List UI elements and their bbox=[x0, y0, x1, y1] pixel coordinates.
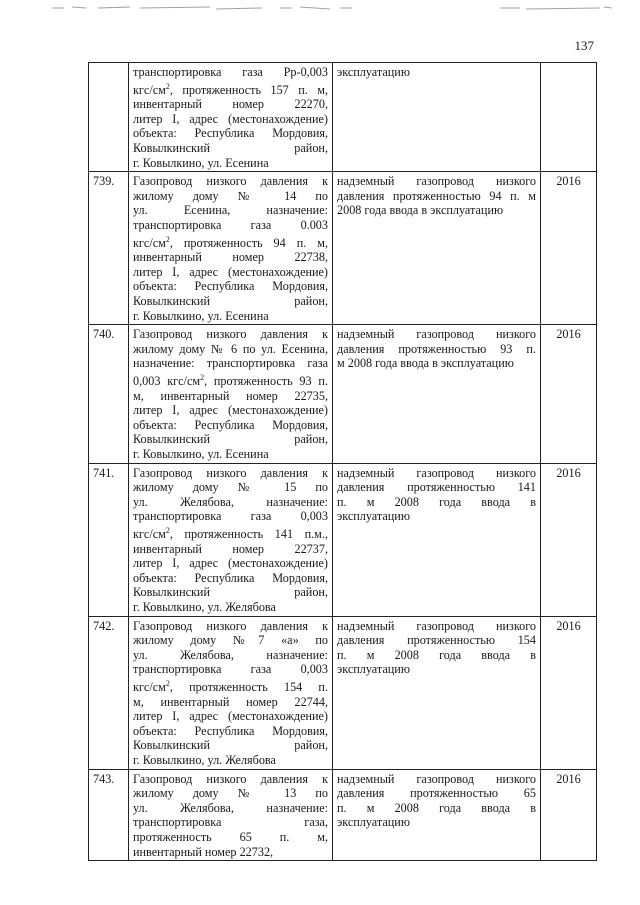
object-name-line: г. Ковылкино, ул. Есенина bbox=[133, 447, 269, 462]
object-name-line: протяженность 65 п. м, bbox=[133, 830, 328, 844]
object-description-line: надземный газопровод низкого bbox=[337, 327, 536, 342]
object-name-line: Ковылкинский район, bbox=[133, 585, 328, 600]
object-name-line: жилому дому № 15 по bbox=[133, 480, 328, 495]
table-row bbox=[89, 63, 597, 172]
object-description-line: м 2008 года ввода в эксплуатацию bbox=[337, 356, 514, 371]
page-number: 137 bbox=[574, 38, 594, 53]
year: 2016 bbox=[541, 463, 597, 616]
object-name-line: г. Ковылкино, ул. Есенина bbox=[133, 308, 269, 323]
object-name-line: литер I, адрес (местонахождение) bbox=[133, 264, 328, 279]
object-name-line: ул. Есенина, назначение: bbox=[133, 203, 328, 218]
object-name-line: литер I, адрес (местонахождение) bbox=[133, 556, 328, 571]
row-number: 739. bbox=[89, 172, 129, 325]
object-name bbox=[129, 769, 333, 861]
object-name-line: кгс/$см^2$, протяженность 157 п. м, bbox=[133, 81, 328, 97]
object-name-line: Газопровод низкого давления к bbox=[133, 327, 328, 342]
table-row bbox=[89, 463, 597, 616]
object-name-line: Газопровод низкого давления к bbox=[133, 174, 328, 189]
object-name-line: транспортировка газа 0,003 bbox=[133, 662, 328, 677]
object-description-line: надземный газопровод низкого bbox=[337, 618, 536, 633]
object-name-line: 0,003 кгс/$см^2$, протяженность 93 п. bbox=[133, 373, 328, 389]
object-name-line: Ковылкинский район, bbox=[133, 432, 328, 447]
object-description-line: 2008 года ввода в эксплуатацию bbox=[337, 203, 504, 218]
year: 2016 bbox=[541, 769, 597, 861]
object-name-line: объекта: Республика Мордовия, bbox=[133, 723, 328, 738]
object-description-line: п. м 2008 года ввода в bbox=[337, 647, 536, 662]
object-name-line: жилому дому № 14 по bbox=[133, 188, 328, 203]
object-name-line: инвентарный номер 22737, bbox=[133, 541, 328, 556]
asset-table-body bbox=[89, 63, 597, 861]
object-description bbox=[333, 172, 541, 325]
object-name-line: объекта: Республика Мордовия, bbox=[133, 279, 328, 294]
object-description bbox=[333, 463, 541, 616]
object-description bbox=[333, 769, 541, 861]
table-row bbox=[89, 616, 597, 769]
row-number bbox=[89, 63, 129, 172]
year bbox=[541, 63, 597, 172]
table-row bbox=[89, 172, 597, 325]
object-name-line: объекта: Республика Мордовия, bbox=[133, 126, 328, 141]
object-name-line: Газопровод низкого давления к bbox=[133, 618, 328, 633]
object-name-line: ул. Желябова, назначение: bbox=[133, 647, 328, 662]
object-name-line: литер I, адрес (местонахождение) bbox=[133, 111, 328, 126]
object-name bbox=[129, 616, 333, 769]
object-name-line: жилому дому № 6 по ул. Есенина, bbox=[133, 341, 328, 356]
object-description-line: надземный газопровод низкого bbox=[337, 771, 536, 786]
object-name-line: кгс/$см^2$, протяженность 141 п.м., bbox=[133, 526, 328, 542]
object-name bbox=[129, 172, 333, 325]
object-name-line: м, инвентарный номер 22735, bbox=[133, 388, 328, 403]
object-name-line: инвентарный номер 22738, bbox=[133, 250, 328, 265]
table-row bbox=[89, 325, 597, 463]
object-name-line: инвентарный номер 22270, bbox=[133, 97, 328, 112]
object-name bbox=[129, 463, 333, 616]
object-name-line: транспортировка газа 0.003 bbox=[133, 218, 328, 232]
object-name-line: Газопровод низкого давления к bbox=[133, 465, 328, 480]
object-name-line: транспортировка газа, bbox=[133, 815, 328, 830]
row-number: 743. bbox=[89, 769, 129, 861]
object-description-line: давления протяженностью 154 bbox=[337, 633, 536, 648]
object-name-line: жилому дому № 13 по bbox=[133, 786, 328, 801]
object-description-line: эксплуатацию bbox=[337, 815, 410, 830]
object-name-line: объекта: Республика Мордовия, bbox=[133, 417, 328, 432]
object-description-line: надземный газопровод низкого bbox=[337, 174, 536, 189]
object-name-line: жилому дому №7 «а» по bbox=[133, 633, 328, 648]
year: 2016 bbox=[541, 616, 597, 769]
object-name-line: Ковылкинский район, bbox=[133, 141, 328, 156]
object-name-line: инвентарный номер 22732, bbox=[133, 844, 274, 859]
object-description bbox=[333, 325, 541, 463]
object-name-line: литер I, адрес (местонахождение) bbox=[133, 709, 328, 724]
row-number: 740. bbox=[89, 325, 129, 463]
object-description-line: давления протяженностью 141 bbox=[337, 480, 536, 495]
object-description-line: давления протяженностью 93 п. bbox=[337, 341, 536, 356]
object-name-line: ул. Желябова, назначение: bbox=[133, 800, 328, 815]
object-name-line: Ковылкинский район, bbox=[133, 738, 328, 753]
table-row bbox=[89, 769, 597, 861]
object-name-line: кгс/$см^2$, протяженность 154 п. bbox=[133, 679, 328, 695]
object-name-line: объекта: Республика Мордовия, bbox=[133, 570, 328, 585]
object-name bbox=[129, 63, 333, 172]
row-number: 741. bbox=[89, 463, 129, 616]
object-description-line: эксплуатацию bbox=[337, 65, 410, 79]
object-description-line: давления протяженностью 94 п. м bbox=[337, 188, 536, 203]
object-description-line: эксплуатацию bbox=[337, 662, 410, 677]
object-name-line: г. Ковылкино, ул. Есенина bbox=[133, 155, 269, 170]
object-name-line: Газопровод низкого давления к bbox=[133, 771, 328, 786]
object-name-line: литер I, адрес (местонахождение) bbox=[133, 403, 328, 418]
object-name-line: Ковылкинский район, bbox=[133, 294, 328, 309]
object-name-line: ул. Желябова, назначение: bbox=[133, 494, 328, 509]
object-name-line: транспортировка газа Рр-0,003 bbox=[133, 65, 328, 79]
object-name-line: транспортировка газа 0,003 bbox=[133, 509, 328, 524]
object-description-line: п. м 2008 года ввода в bbox=[337, 800, 536, 815]
object-name-line: г. Ковылкино, ул. Желябова bbox=[133, 753, 276, 768]
scan-edge-noise bbox=[0, 0, 640, 16]
object-description-line: надземный газопровод низкого bbox=[337, 465, 536, 480]
row-number: 742. bbox=[89, 616, 129, 769]
object-description-line: давления протяженностью 65 bbox=[337, 786, 536, 801]
object-name-line: назначение: транспортировка газа bbox=[133, 356, 328, 371]
object-description bbox=[333, 63, 541, 172]
object-name-line: м, инвентарный номер 22744, bbox=[133, 694, 328, 709]
object-description-line: п. м 2008 года ввода в bbox=[337, 494, 536, 509]
year: 2016 bbox=[541, 325, 597, 463]
year: 2016 bbox=[541, 172, 597, 325]
object-description bbox=[333, 616, 541, 769]
object-name-line: кгс/$см^2$, протяженность 94 п. м, bbox=[133, 234, 328, 250]
object-name-line: г. Ковылкино, ул. Желябова bbox=[133, 600, 276, 615]
object-description-line: эксплуатацию bbox=[337, 509, 410, 524]
asset-table bbox=[88, 62, 597, 861]
object-name bbox=[129, 325, 333, 463]
